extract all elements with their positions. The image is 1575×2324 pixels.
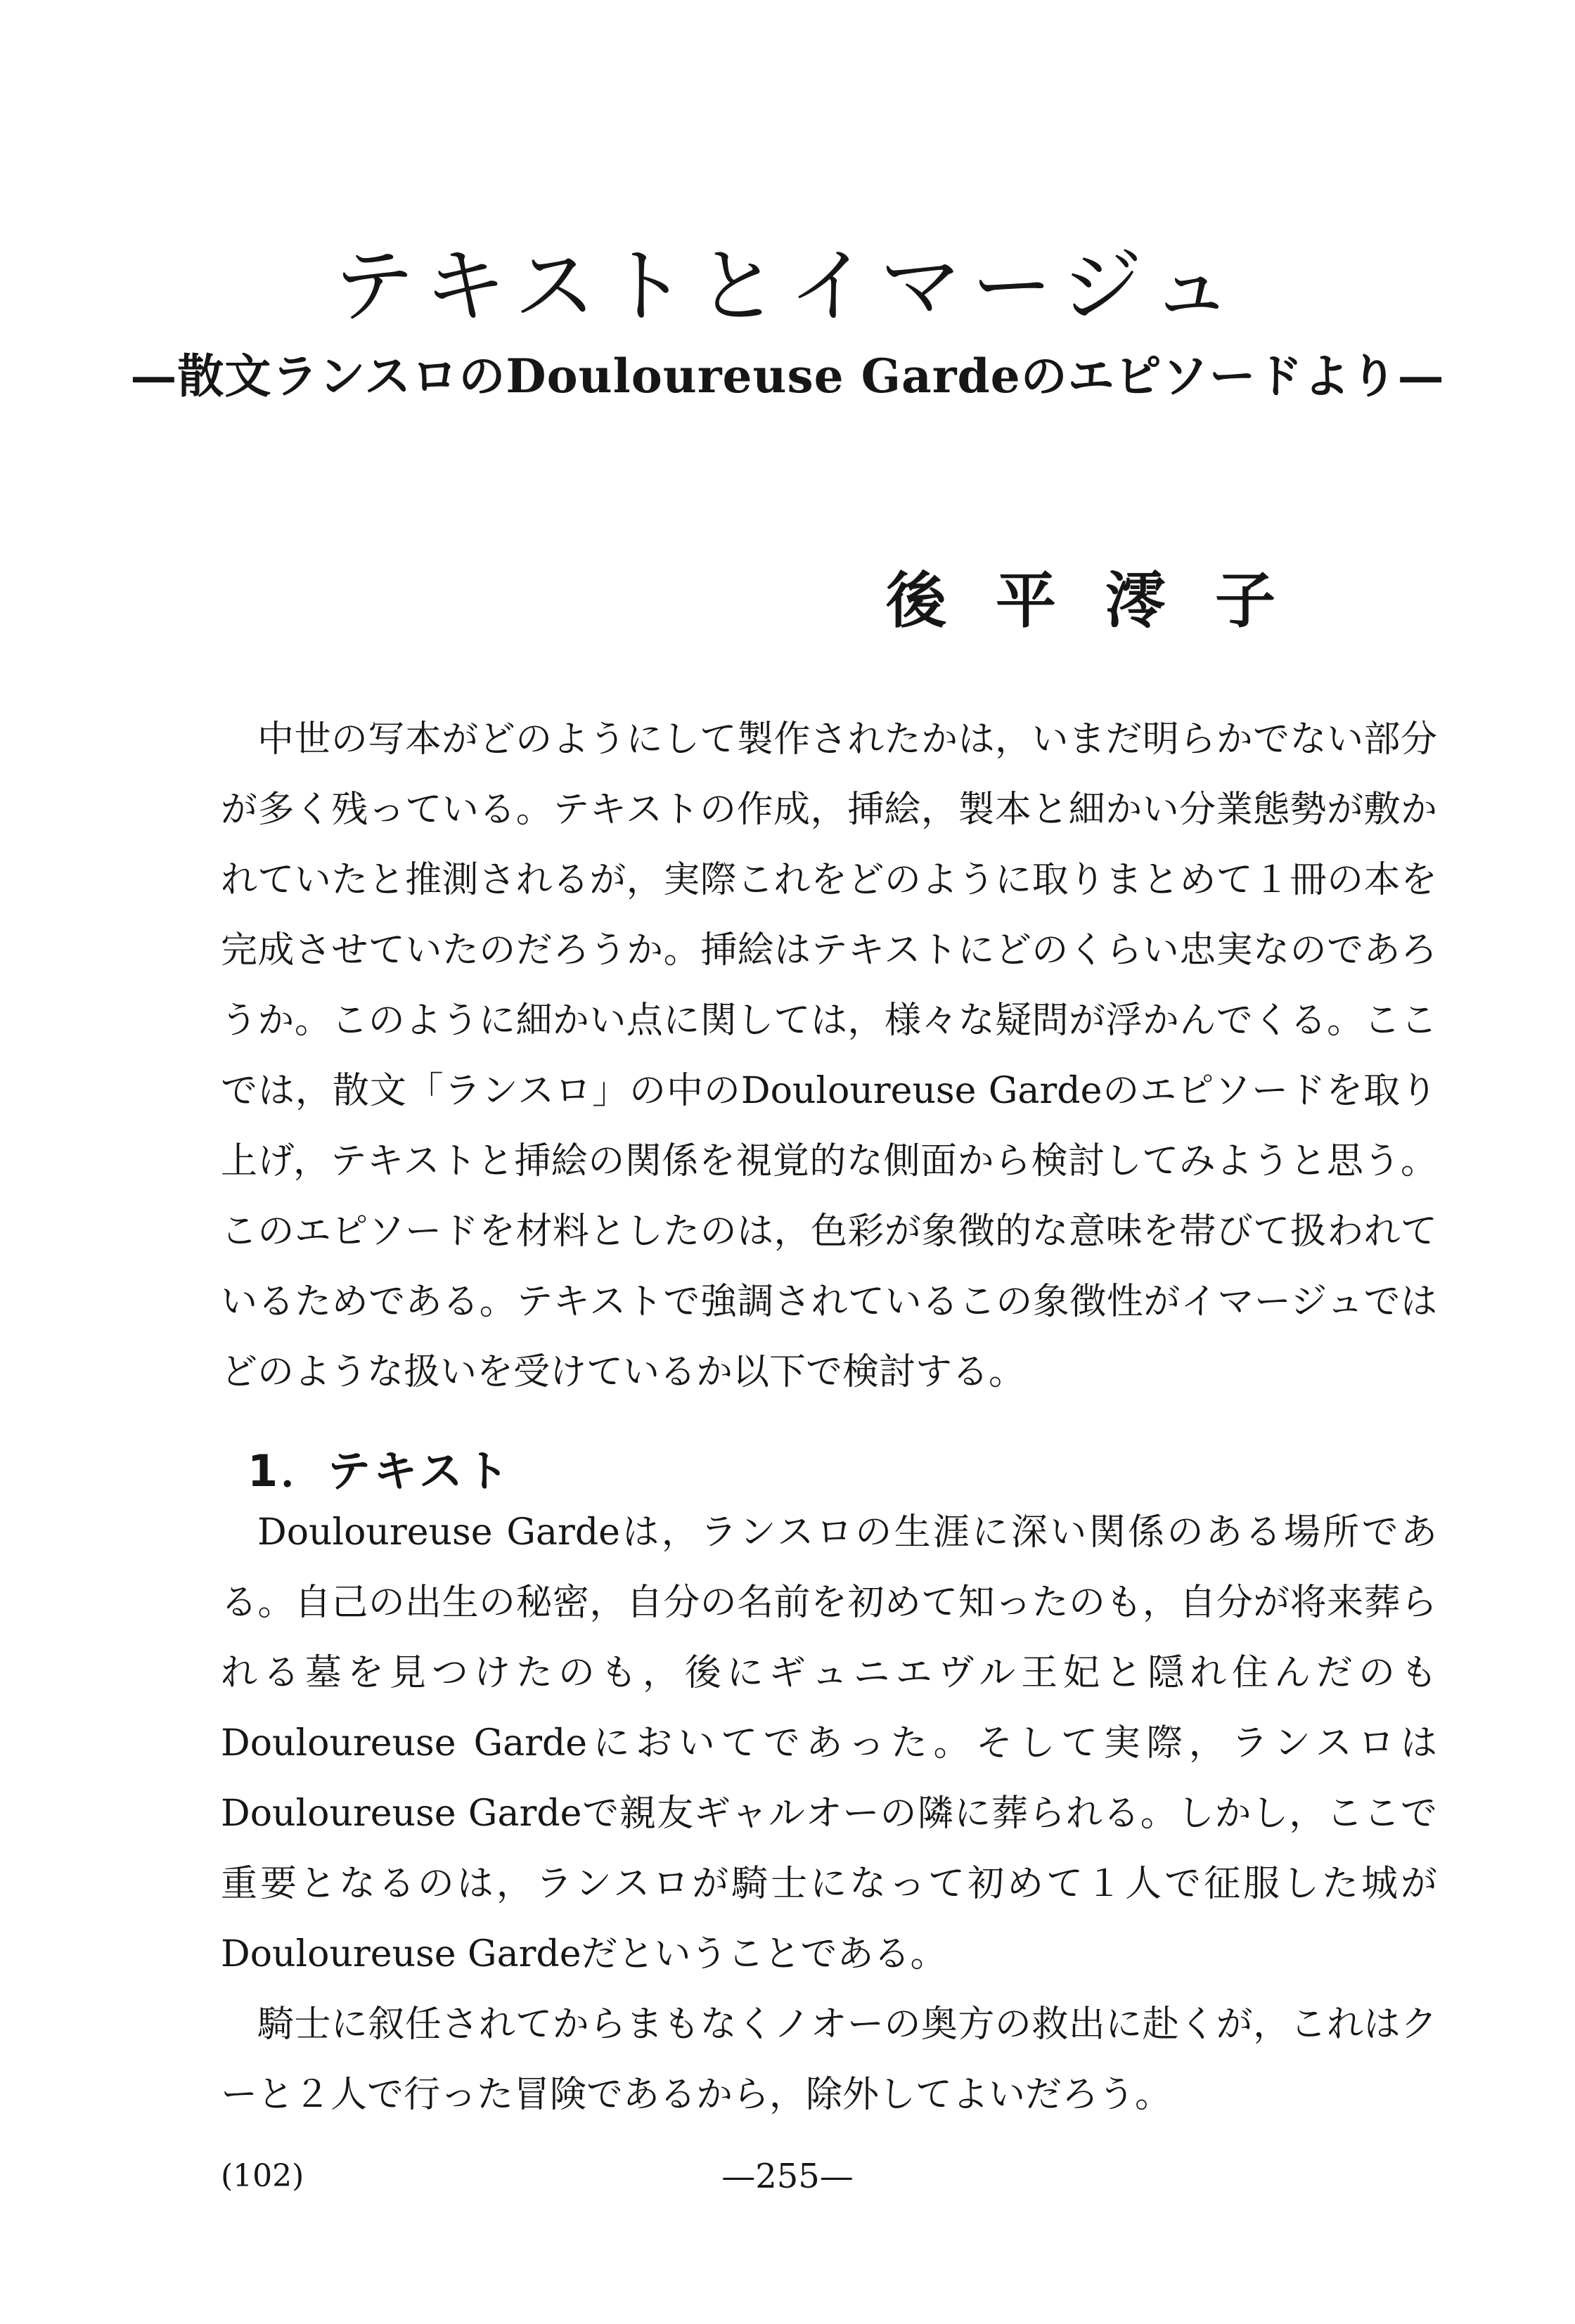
author-name: 後平澪子 — [886, 565, 1325, 636]
section-paragraph-2: 騎士に叙任されてからまもなくノオーの奥方の救出に赴くが，これはクーと２人で行った冒険であるから，除外してよいだろう。 — [221, 2003, 1437, 2116]
article-subtitle: —散文ランスロのDouloureuse Gardeのエピソードより— — [130, 349, 1445, 404]
footer-page-number: —255— — [721, 2157, 854, 2196]
section-heading: 1．テキスト — [248, 1445, 512, 1497]
footer-volume-number: (102) — [221, 2158, 304, 2194]
intro-paragraph: 中世の写本がどのようにして製作されたかは，いまだ明らかでない部分が多く残っている。テキストの作成，挿絵，製本と細かい分業態勢が敷かれていたと推測されるが，実際これをどのように取りまとめて１冊の本を完成させていたのだろうか。挿絵はテキストにどのくらい忠実なのであろうか。このように細かい点に関しては，様々な疑問が浮かんでくる。ここでは，散文「ランスロ」の中のDouloureuse Gardeのエピソードを取り上げ，テキストと挿絵の関係を視覚的な側面から検討してみようと思う。このエピソードを材料としたのは，色彩が象徴的な意味を帯びて扱われているためである。テキストで強調されているこの象徴性がイマージュではどのような扱いを受けているか以下で検討する。 — [221, 718, 1437, 1393]
article-title: テキストとイマージュ — [333, 239, 1242, 334]
section-paragraph-1: Douloureuse Gardeは，ランスロの生涯に深い関係のある場所である。自己の出生の秘密，自分の名前を初めて知ったのも，自分が将来葬られる墓を見つけたのも，後にギュニエヴル王妃と隠れ住んだのもDouloureuse Gardeにおいてであった。そして実際，ランスロはDouloureuse Gardeで親友ギャルオーの隣に葬られる。しかし，ここで重要となるのは，ランスロが騎士になって初めて１人で征服した城がDouloureuse Gardeだということである。 — [221, 1511, 1437, 1975]
